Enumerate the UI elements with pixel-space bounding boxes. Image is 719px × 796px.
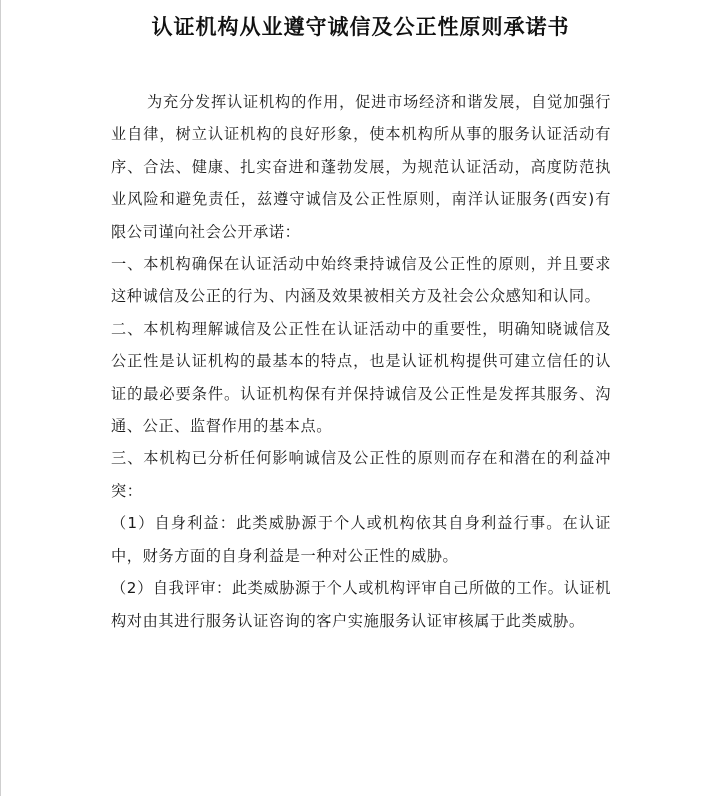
item-1-paragraph: （1）自身利益：此类威胁源于个人或机构依其自身利益行事。在认证中，财务方面的自身利益是一种对公正性的威胁。 <box>111 514 611 565</box>
intro-paragraph: 为充分发挥认证机构的作用，促进市场经济和谐发展，自觉加强行业自律，树立认证机构的良好形象，使本机构所从事的服务认证活动有序、合法、健康、扎实奋进和蓬勃发展，为规范认证活动，高度防范执业风险和避免责任，兹遵守诚信及公正性原则，南洋认证服务(西安)有限公司谨向社会公开承诺： <box>111 93 611 241</box>
clause-2-paragraph: 二、本机构理解诚信及公正性在认证活动中的重要性，明确知晓诚信及公正性是认证机构的最基本的特点，也是认证机构提供可建立信任的认证的最必要条件。认证机构保有并保持诚信及公正性是发挥其服务、沟通、公正、监督作用的基本点。 <box>111 319 611 436</box>
document-title: 认证机构从业遵守诚信及公正性原则承诺书 <box>151 14 570 39</box>
item-2-paragraph: （2）自我评审：此类威胁源于个人或机构评审自己所做的工作。认证机构对由其进行服务认证咨询的客户实施服务认证审核属于此类威胁。 <box>111 579 611 630</box>
document-body <box>111 86 611 637</box>
clause-3-paragraph: 三、本机构已分析任何影响诚信及公正性的原则而存在和潜在的利益冲突： <box>111 449 611 500</box>
clause-1-paragraph: 一、本机构确保在认证活动中始终秉持诚信及公正性的原则，并且要求这种诚信及公正的行为、内涵及效果被相关方及社会公众感知和认同。 <box>111 255 611 306</box>
